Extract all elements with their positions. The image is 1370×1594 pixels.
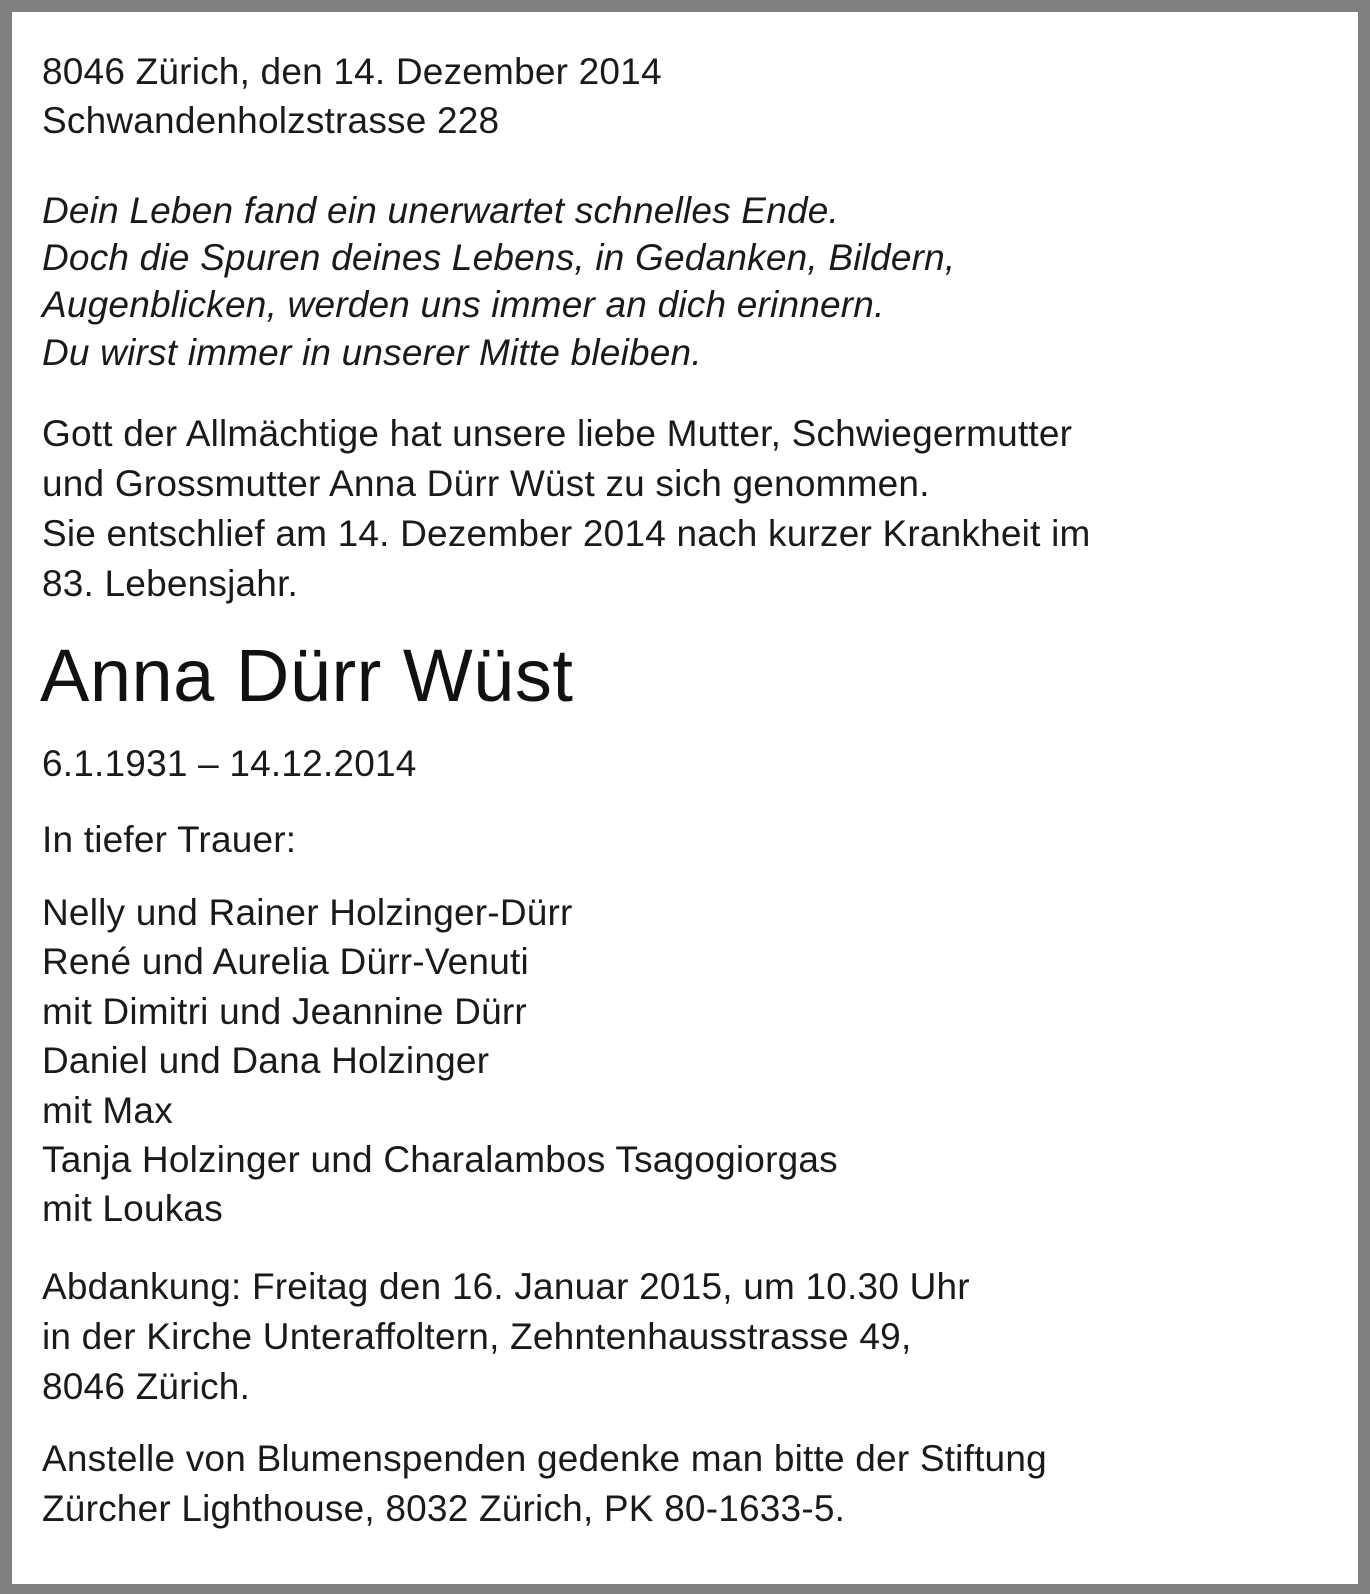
- poem-line: Du wirst immer in unserer Mitte bleiben.: [42, 332, 702, 373]
- mourner-line: Tanja Holzinger und Charalambos Tsagogiorgas: [42, 1139, 838, 1180]
- mourning-heading: In tiefer Trauer:: [42, 819, 297, 860]
- place-date: 8046 Zürich, den 14. Dezember 2014: [42, 51, 662, 92]
- mourner-line: Nelly und Rainer Holzinger-Dürr: [42, 892, 573, 933]
- service-line: Abdankung: Freitag den 16. Januar 2015, um 10.30 Uhr: [42, 1266, 970, 1307]
- life-dates: 6.1.1931 – 14.12.2014: [42, 743, 417, 784]
- mourner-line: Daniel und Dana Holzinger: [42, 1040, 490, 1081]
- announcement-line: 83. Lebensjahr.: [42, 563, 299, 604]
- announcement-line: Gott der Allmächtige hat unsere liebe Mutter, Schwiegermutter: [42, 413, 1073, 454]
- obituary-notice: [12, 12, 1358, 1584]
- service-line: in der Kirche Unteraffoltern, Zehntenhausstrasse 49,: [42, 1316, 912, 1357]
- announcement-line: Sie entschlief am 14. Dezember 2014 nach kurzer Krankheit im: [42, 513, 1091, 554]
- deceased-name: Anna Dürr Wüst: [40, 634, 574, 717]
- mourner-line: René und Aurelia Dürr-Venuti: [42, 941, 529, 982]
- mourner-line: mit Dimitri und Jeannine Dürr: [42, 991, 527, 1032]
- announcement-line: und Grossmutter Anna Dürr Wüst zu sich genommen.: [42, 463, 930, 504]
- service-line: 8046 Zürich.: [42, 1366, 251, 1407]
- mourner-line: mit Loukas: [42, 1188, 223, 1229]
- mourner-line: mit Max: [42, 1090, 173, 1131]
- poem-line: Augenblicken, werden uns immer an dich erinnern.: [42, 284, 885, 325]
- donation-line: Zürcher Lighthouse, 8032 Zürich, PK 80-1633-5.: [42, 1488, 846, 1529]
- poem-line: Doch die Spuren deines Lebens, in Gedanken, Bildern,: [42, 237, 956, 278]
- donation-line: Anstelle von Blumenspenden gedenke man bitte der Stiftung: [42, 1438, 1047, 1479]
- poem-line: Dein Leben fand ein unerwartet schnelles Ende.: [42, 190, 840, 231]
- address: Schwandenholzstrasse 228: [42, 100, 500, 141]
